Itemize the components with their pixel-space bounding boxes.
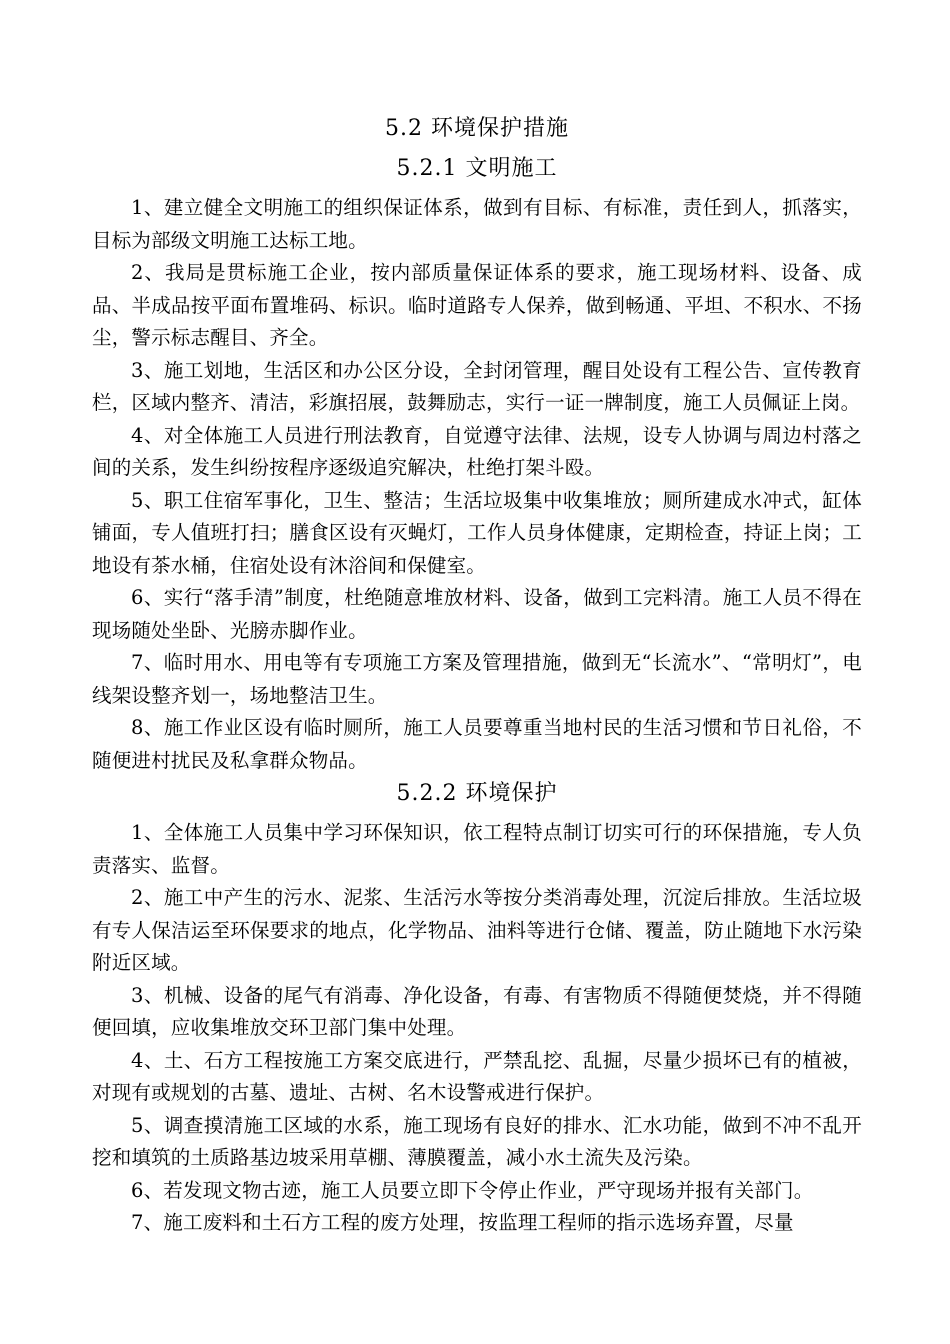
paragraph: 2、施工中产生的污水、泥浆、生活污水等按分类消毒处理，沉淀后排放。生活垃圾有专人保洁运至环保要求的地点，化学物品、油料等进行仓储、覆盖，防止随地下水污染附近区域。 <box>92 886 862 974</box>
document-page <box>92 112 862 1240</box>
section-heading: 5.2.1 文明施工 <box>396 156 558 181</box>
paragraph: 4、土、石方工程按施工方案交底进行，严禁乱挖、乱掘，尽量少损坏已有的植被，对现有或规划的古墓、遗址、古树、名木设警戒进行保护。 <box>92 1048 862 1104</box>
paragraph: 1、建立健全文明施工的组织保证体系，做到有目标、有标准，责任到人，抓落实，目标为部级文明施工达标工地。 <box>92 196 862 252</box>
paragraph: 7、施工废料和土石方工程的废方处理，按监理工程师的指示选场弃置，尽量 <box>131 1211 794 1234</box>
section-environmental-protection <box>92 777 862 1240</box>
paragraph: 5、调查摸清施工区域的水系，施工现场有良好的排水、汇水功能，做到不冲不乱开挖和填筑的土质路基边坡采用草棚、薄膜覆盖，减小水土流失及污染。 <box>92 1113 862 1169</box>
paragraph: 6、若发现文物古迹，施工人员要立即下令停止作业，严守现场并报有关部门。 <box>131 1178 814 1202</box>
paragraph: 3、机械、设备的尾气有消毒、净化设备，有毒、有害物质不得随便焚烧，并不得随便回填，应收集堆放交环卫部门集中处理。 <box>92 983 862 1039</box>
document-title: 5.2 环境保护措施 <box>385 116 569 141</box>
section-heading: 5.2.2 环境保护 <box>396 781 558 806</box>
paragraph: 1、全体施工人员集中学习环保知识，依工程特点制订切实可行的环保措施，专人负责落实、监督。 <box>92 821 862 877</box>
section-civilized-construction <box>92 152 862 777</box>
paragraph: 3、施工划地，生活区和办公区分设，全封闭管理，醒目处设有工程公告、宣传教育栏，区域内整齐、清洁，彩旗招展，鼓舞励志，实行一证一牌制度，施工人员佩证上岗。 <box>92 358 862 414</box>
paragraph: 6、实行“落手清”制度，杜绝随意堆放材料、设备，做到工完料清。施工人员不得在现场随处坐卧、光膀赤脚作业。 <box>92 586 862 642</box>
paragraph: 2、我局是贯标施工企业，按内部质量保证体系的要求，施工现场材料、设备、成品、半成品按平面布置堆码、标识。临时道路专人保养，做到畅通、平坦、不积水、不扬尘，警示标志醒目、齐全。 <box>92 261 862 349</box>
paragraph: 4、对全体施工人员进行刑法教育，自觉遵守法律、法规，设专人协调与周边村落之间的关系，发生纠纷按程序逐级追究解决，杜绝打架斗殴。 <box>92 423 862 479</box>
paragraph: 7、临时用水、用电等有专项施工方案及管理措施，做到无“长流水”、“常明灯”，电线架设整齐划一，场地整洁卫生。 <box>92 651 862 707</box>
paragraph: 5、职工住宿军事化，卫生、整洁；生活垃圾集中收集堆放；厕所建成水冲式，缸体铺面，专人值班打扫；膳食区设有灭蝇灯，工作人员身体健康，定期检查，持证上岗；工地设有茶水桶，住宿处设有沐浴间和保健室。 <box>92 488 862 577</box>
paragraph: 8、施工作业区设有临时厕所，施工人员要尊重当地村民的生活习惯和节日礼俗，不随便进村扰民及私拿群众物品。 <box>92 716 862 772</box>
